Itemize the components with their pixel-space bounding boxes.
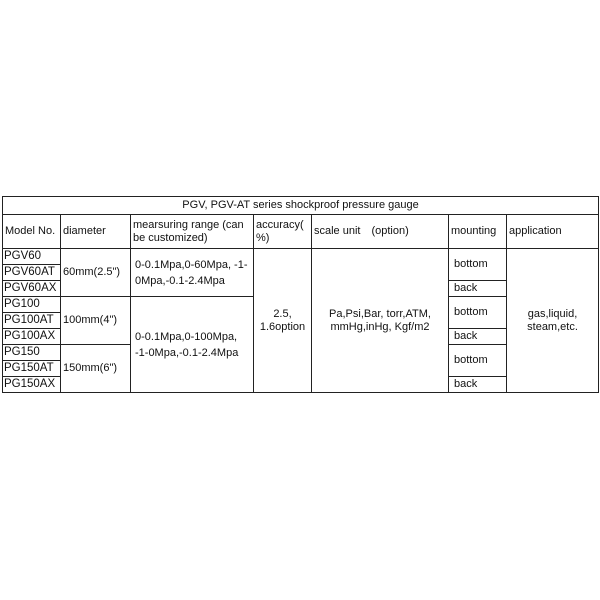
diameter-cell: 60mm(2.5") (61, 249, 131, 297)
mounting-cell: bottom (449, 297, 507, 329)
mounting-cell: back (449, 329, 507, 345)
title-row (3, 197, 599, 215)
model-cell: PGV60 (3, 249, 61, 265)
application-cell: gas,liquid, steam,etc. (507, 249, 599, 393)
model-cell: PG100AX (3, 329, 61, 345)
table-row (3, 249, 599, 265)
header-diameter: diameter (61, 215, 131, 249)
mounting-cell: bottom (449, 249, 507, 281)
diameter-cell: 100mm(4") (61, 297, 131, 345)
model-cell: PG150AT (3, 361, 61, 377)
header-accuracy: accuracy( %) (254, 215, 312, 249)
header-unit: scale unit (option) (312, 215, 449, 249)
diameter-cell: 150mm(6") (61, 345, 131, 393)
model-cell: PG150AX (3, 377, 61, 393)
mounting-cell: back (449, 377, 507, 393)
header-mounting: mounting (449, 215, 507, 249)
table-title: PGV, PGV-AT series shockproof pressure gauge (3, 197, 599, 215)
header-range: mearsuring range (can be customized) (131, 215, 254, 249)
model-cell: PG100AT (3, 313, 61, 329)
model-cell: PGV60AT (3, 265, 61, 281)
model-cell: PGV60AX (3, 281, 61, 297)
accuracy-cell: 2.5, 1.6option (254, 249, 312, 393)
header-application: application (507, 215, 599, 249)
header-model: Model No. (3, 215, 61, 249)
mounting-cell: back (449, 281, 507, 297)
model-cell: PG100 (3, 297, 61, 313)
unit-cell: Pa,Psi,Bar, torr,ATM, mmHg,inHg, Kgf/m2 (312, 249, 449, 393)
spec-table (2, 196, 599, 393)
range-cell: 0-0.1Mpa,0-60Mpa, -1-0Mpa,-0.1-2.4Mpa (131, 249, 254, 297)
range-cell: 0-0.1Mpa,0-100Mpa, -1-0Mpa,-0.1-2.4Mpa (131, 297, 254, 393)
mounting-cell: bottom (449, 345, 507, 377)
model-cell: PG150 (3, 345, 61, 361)
header-row (3, 215, 599, 249)
